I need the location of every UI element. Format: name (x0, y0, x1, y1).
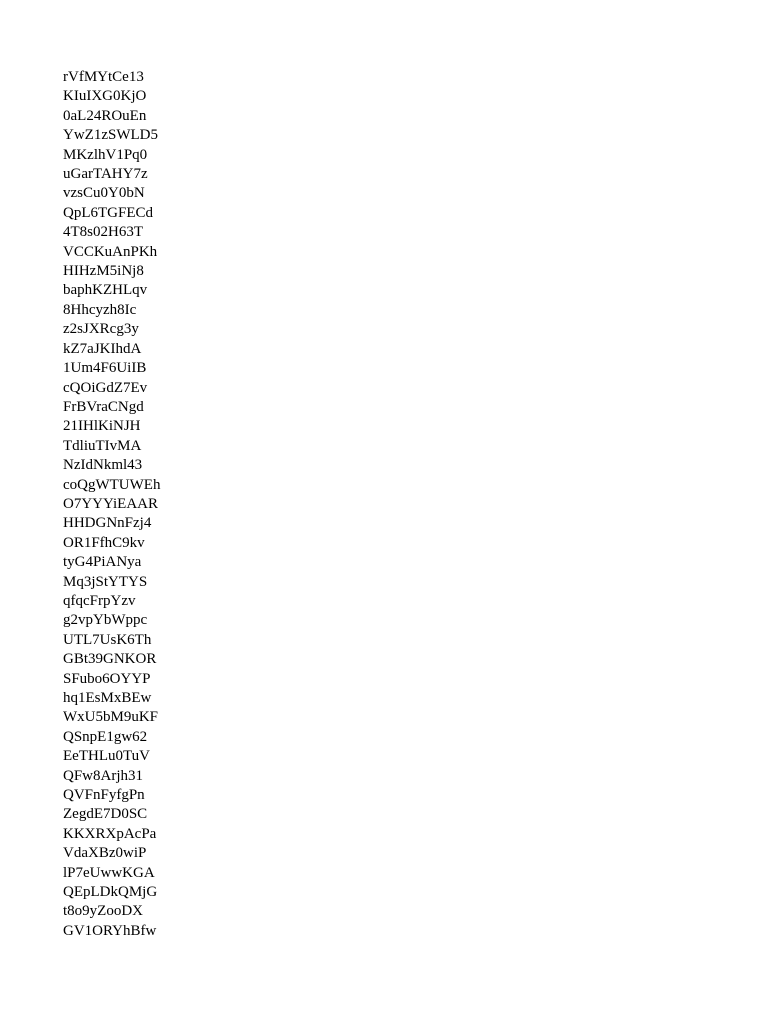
text-line: SFubo6OYYP (63, 670, 151, 687)
text-line: QEpLDkQMjG (63, 884, 158, 901)
text-line: OR1FfhC9kv (63, 534, 145, 551)
text-line: uGarTAHY7z (63, 166, 148, 183)
text-line: TdliuTIvMA (63, 437, 142, 454)
text-line: 21IHlKiNJH (63, 418, 141, 435)
text-line: NzIdNkml43 (63, 457, 143, 474)
text-line-list (63, 68, 160, 941)
text-line: 1Um4F6UiIB (63, 360, 147, 377)
text-line: tyG4PiANya (63, 554, 142, 571)
text-line: ZegdE7D0SC (63, 806, 148, 823)
text-line: HHDGNnFzj4 (63, 515, 152, 532)
text-line: 0aL24ROuEn (63, 107, 147, 124)
text-line: rVfMYtCe13 (63, 69, 144, 85)
text-line: HIHzM5iNj8 (63, 263, 144, 280)
text-line: KIuIXG0KjO (63, 88, 147, 105)
text-line: QpL6TGFECd (63, 204, 153, 221)
text-line: YwZ1zSWLD5 (63, 127, 158, 144)
text-line: t8o9yZooDX (63, 903, 143, 920)
text-line: WxU5bM9uKF (63, 709, 159, 726)
text-line: cQOiGdZ7Ev (63, 379, 148, 396)
text-line: 8Hhcyzh8Ic (63, 301, 137, 318)
text-line: GV1ORYhBfw (63, 922, 157, 939)
text-line: MKzlhV1Pq0 (63, 146, 148, 163)
text-line: g2vpYbWppc (63, 612, 148, 629)
text-line: 4T8s02H63T (63, 224, 143, 241)
text-line: qfqcFrpYzv (63, 592, 136, 609)
text-line: hq1EsMxBEw (63, 690, 152, 706)
text-line: Mq3jStYTYS (63, 573, 148, 590)
text-line: VCCKuAnPKh (63, 243, 158, 260)
text-line: O7YYYiEAAR (63, 495, 159, 512)
text-line: KKXRXpAcPa (63, 825, 157, 842)
text-line: QFw8Arjh31 (63, 767, 144, 784)
text-line: kZ7aJKIhdA (63, 340, 142, 357)
text-line: QVFnFyfgPn (63, 787, 145, 804)
text-line: coQgWTUWEh (63, 476, 161, 493)
text-line: lP7eUwwKGA (63, 864, 155, 881)
text-line: FrBVraCNgd (63, 398, 144, 415)
text-line: GBt39GNKOR (63, 651, 157, 668)
text-line: QSnpE1gw62 (63, 728, 148, 745)
text-line: vzsCu0Y0bN (63, 185, 145, 202)
text-line: EeTHLu0TuV (63, 748, 150, 765)
text-line: VdaXBz0wiP (63, 845, 147, 862)
text-line: baphKZHLqv (63, 282, 148, 299)
text-line: UTL7UsK6Th (63, 631, 152, 648)
text-line: z2sJXRcg3y (63, 321, 139, 338)
